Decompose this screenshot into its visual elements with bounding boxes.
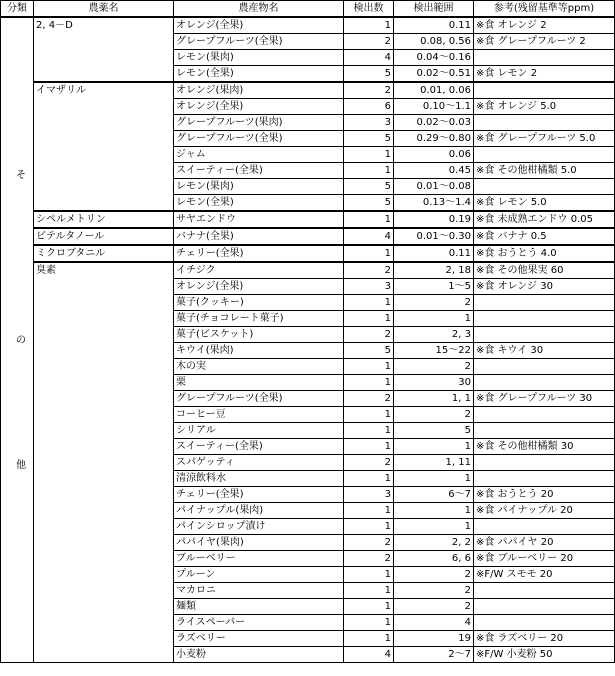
reference-cell: ※食 ブルーベリー 20 [474,551,615,567]
count-cell: 1 [344,439,394,455]
product-cell: スイーティー(全果) [174,439,344,455]
range-cell: 1, 1 [394,391,474,407]
reference-cell: ※食 レモン 2 [474,66,615,83]
pesticide-name: ミクロブタニル [34,245,174,262]
count-cell: 5 [344,131,394,147]
count-cell: 2 [344,455,394,471]
count-cell: 1 [344,599,394,615]
count-cell: 1 [344,245,394,262]
reference-cell [474,327,615,343]
count-cell: 1 [344,359,394,375]
range-cell: 0.08, 0.56 [394,34,474,50]
reference-cell [474,455,615,471]
product-cell: マカロニ [174,583,344,599]
count-cell: 1 [344,17,394,34]
count-cell: 4 [344,228,394,245]
reference-cell: ※食 バナナ 0.5 [474,228,615,245]
pesticide-name: シペルメトリン [34,211,174,228]
table-row [1,262,615,279]
reference-cell [474,599,615,615]
count-cell: 1 [344,471,394,487]
range-cell: 2～7 [394,647,474,663]
range-cell: 0.10～1.1 [394,99,474,115]
product-cell: キウイ(果肉) [174,343,344,359]
range-cell: 0.02～0.03 [394,115,474,131]
range-cell: 6～7 [394,487,474,503]
header-range: 検出範囲 [394,1,474,18]
range-cell: 30 [394,375,474,391]
product-cell: 菓子(クッキー) [174,295,344,311]
product-cell: オレンジ(果肉) [174,82,344,99]
range-cell: 6, 6 [394,551,474,567]
range-cell: 1～5 [394,279,474,295]
category-char: そ [16,170,26,181]
header-count: 検出数 [344,1,394,18]
count-cell: 1 [344,583,394,599]
product-cell: プルーン [174,567,344,583]
count-cell: 2 [344,391,394,407]
category-cell [1,17,34,663]
product-cell: グレープフルーツ(全果) [174,131,344,147]
count-cell: 1 [344,407,394,423]
range-cell: 0.02～0.51 [394,66,474,83]
range-cell: 2, 3 [394,327,474,343]
product-cell: スイーティー(全果) [174,163,344,179]
count-cell: 1 [344,295,394,311]
reference-cell [474,311,615,327]
count-cell: 1 [344,311,394,327]
range-cell: 19 [394,631,474,647]
reference-cell [474,375,615,391]
range-cell: 2, 18 [394,262,474,279]
product-cell: ライスペーパー [174,615,344,631]
reference-cell [474,295,615,311]
range-cell: 2 [394,359,474,375]
pesticide-name: 臭素 [34,262,174,663]
pesticide-name: イマザリル [34,82,174,211]
header-pesticide: 農薬名 [34,1,174,18]
count-cell: 1 [344,163,394,179]
category-char: 他 [16,460,26,471]
product-cell: ジャム [174,147,344,163]
reference-cell [474,471,615,487]
count-cell: 1 [344,519,394,535]
count-cell: 4 [344,50,394,66]
count-cell: 5 [344,195,394,212]
reference-cell: ※食 その他果実 60 [474,262,615,279]
range-cell: 1 [394,439,474,455]
pesticide-name: 2, 4－D [34,17,174,82]
reference-cell [474,407,615,423]
count-cell: 3 [344,279,394,295]
range-cell: 0.04～0.16 [394,50,474,66]
reference-cell: ※食 グレープフルーツ 30 [474,391,615,407]
range-cell: 0.45 [394,163,474,179]
reference-cell: ※食 ラズベリー 20 [474,631,615,647]
range-cell: 0.01～0.30 [394,228,474,245]
range-cell: 0.11 [394,17,474,34]
reference-cell: ※食 未成熟エンドウ 0.05 [474,211,615,228]
reference-cell [474,583,615,599]
range-cell: 0.11 [394,245,474,262]
reference-cell: ※食 その他柑橘類 5.0 [474,163,615,179]
product-cell: 清涼飲料水 [174,471,344,487]
table-row [1,211,615,228]
count-cell: 2 [344,82,394,99]
reference-cell [474,50,615,66]
count-cell: 2 [344,551,394,567]
table-row [1,245,615,262]
product-cell: オレンジ(全果) [174,279,344,295]
product-cell: グレープフルーツ(全果) [174,34,344,50]
product-cell: パイナップル(果肉) [174,503,344,519]
reference-cell [474,359,615,375]
product-cell: レモン(果肉) [174,50,344,66]
product-cell: ラズベリー [174,631,344,647]
reference-cell: ※食 オレンジ 5.0 [474,99,615,115]
range-cell: 1, 11 [394,455,474,471]
count-cell: 2 [344,535,394,551]
range-cell: 2 [394,407,474,423]
pesticide-name: ビテルタノール [34,228,174,245]
count-cell: 1 [344,631,394,647]
range-cell: 0.01, 0.06 [394,82,474,99]
product-cell: オレンジ(全果) [174,99,344,115]
range-cell: 5 [394,423,474,439]
count-cell: 1 [344,147,394,163]
count-cell: 1 [344,211,394,228]
header-product: 農産物名 [174,1,344,18]
reference-cell: ※食 パパイヤ 20 [474,535,615,551]
table-row [1,82,615,99]
range-cell: 0.13～1.4 [394,195,474,212]
product-cell: シリアル [174,423,344,439]
count-cell: 5 [344,66,394,83]
product-cell: オレンジ(全果) [174,17,344,34]
range-cell: 1 [394,471,474,487]
reference-cell: ※食 キウイ 30 [474,343,615,359]
product-cell: 木の実 [174,359,344,375]
product-cell: 菓子(チョコレート菓子) [174,311,344,327]
product-cell: グレープフルーツ(果肉) [174,115,344,131]
reference-cell: ※食 グレープフルーツ 2 [474,34,615,50]
product-cell: レモン(全果) [174,195,344,212]
table-row [1,228,615,245]
count-cell: 6 [344,99,394,115]
product-cell: チェリー(全果) [174,487,344,503]
product-cell: スパゲッティ [174,455,344,471]
product-cell: 小麦粉 [174,647,344,663]
product-cell: レモン(全果) [174,66,344,83]
product-cell: チェリー(全果) [174,245,344,262]
product-cell: イチジク [174,262,344,279]
reference-cell: ※食 おうとう 20 [474,487,615,503]
reference-cell [474,82,615,99]
count-cell: 1 [344,615,394,631]
range-cell: 2 [394,295,474,311]
range-cell: 0.01～0.08 [394,179,474,195]
count-cell: 2 [344,34,394,50]
range-cell: 4 [394,615,474,631]
category-char: の [16,335,26,346]
range-cell: 0.19 [394,211,474,228]
reference-cell [474,423,615,439]
range-cell: 2 [394,583,474,599]
reference-cell: ※食 その他柑橘類 30 [474,439,615,455]
range-cell: 1 [394,519,474,535]
header-reference: 参考(残留基準等ppm) [474,1,615,18]
count-cell: 5 [344,343,394,359]
reference-cell [474,147,615,163]
count-cell: 3 [344,115,394,131]
reference-cell: ※食 グレープフルーツ 5.0 [474,131,615,147]
count-cell: 3 [344,487,394,503]
reference-cell [474,519,615,535]
count-cell: 2 [344,262,394,279]
product-cell: パインシロップ漬け [174,519,344,535]
product-cell: ブルーベリー [174,551,344,567]
product-cell: レモン(果肉) [174,179,344,195]
count-cell: 2 [344,327,394,343]
reference-cell [474,615,615,631]
reference-cell: ※食 オレンジ 30 [474,279,615,295]
reference-cell: ※食 レモン 5.0 [474,195,615,212]
count-cell: 5 [344,179,394,195]
product-cell: パパイヤ(果肉) [174,535,344,551]
table-body [1,17,615,663]
count-cell: 1 [344,375,394,391]
count-cell: 1 [344,423,394,439]
count-cell: 4 [344,647,394,663]
range-cell: 2 [394,567,474,583]
reference-cell: ※食 パイナップル 20 [474,503,615,519]
range-cell: 0.06 [394,147,474,163]
range-cell: 0.29～0.80 [394,131,474,147]
product-cell: グレープフルーツ(全果) [174,391,344,407]
product-cell: サヤエンドウ [174,211,344,228]
table-row [1,17,615,34]
product-cell: バナナ(全果) [174,228,344,245]
count-cell: 1 [344,503,394,519]
product-cell: 菓子(ビスケット) [174,327,344,343]
header-category: 分類 [1,1,34,18]
reference-cell [474,115,615,131]
product-cell: コーヒー豆 [174,407,344,423]
product-cell: 麺類 [174,599,344,615]
range-cell: 2, 2 [394,535,474,551]
range-cell: 2 [394,599,474,615]
reference-cell: ※F/W 小麦粉 50 [474,647,615,663]
count-cell: 1 [344,567,394,583]
reference-cell: ※食 オレンジ 2 [474,17,615,34]
reference-cell [474,179,615,195]
range-cell: 1 [394,311,474,327]
product-cell: 栗 [174,375,344,391]
range-cell: 15～22 [394,343,474,359]
range-cell: 1 [394,503,474,519]
reference-cell: ※F/W スモモ 20 [474,567,615,583]
reference-cell: ※食 おうとう 4.0 [474,245,615,262]
header-row [1,1,615,18]
